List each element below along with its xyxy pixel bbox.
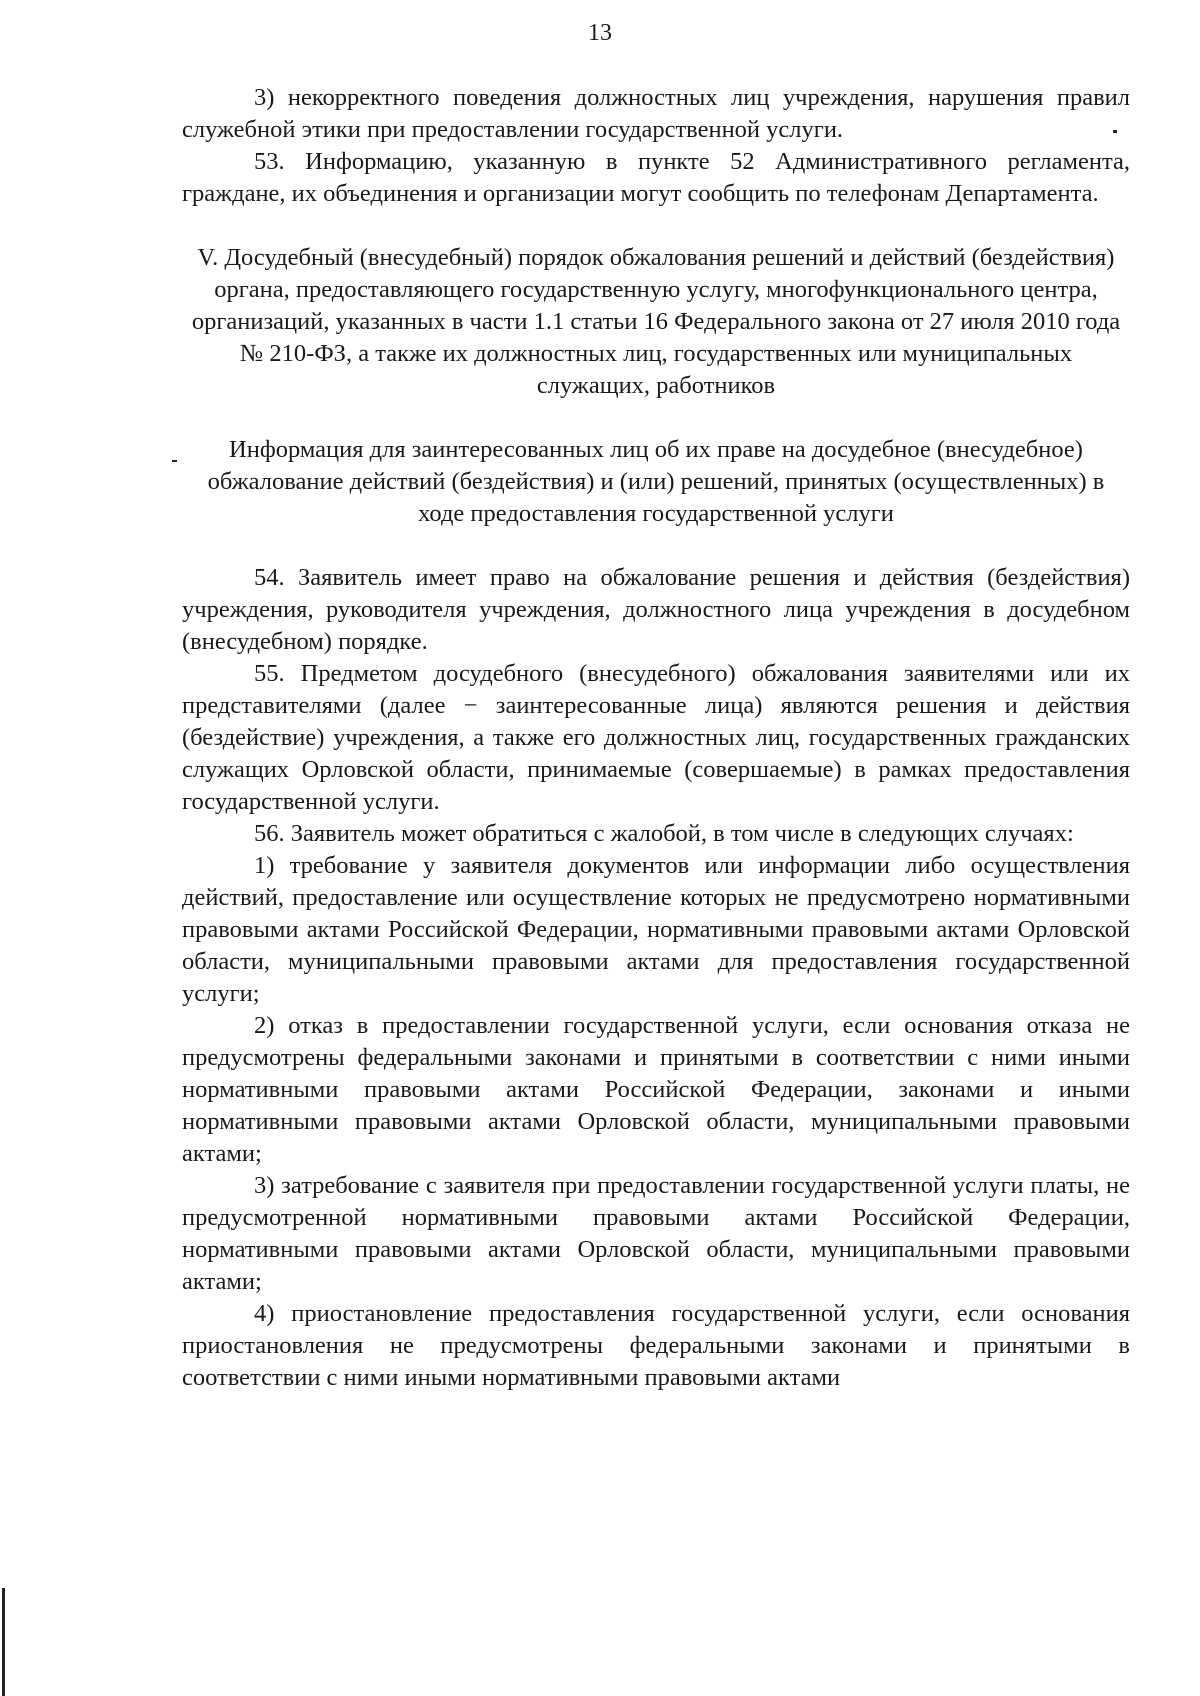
page-number: 13 <box>588 20 612 46</box>
paragraph-item-3-conduct: 3) некорректного поведения должностных лиц учреждения, нарушения правил служебной этики при предоставлении государственной услуги. <box>182 84 1130 143</box>
paragraph-56: 56. Заявитель может обратиться с жалобой, в том числе в следующих случаях: <box>254 820 1074 847</box>
document-body <box>182 82 1130 1394</box>
paragraph-56-item-1: 1) требование у заявителя документов или информации либо осуществления действий, предоставление или осуществление которых не предусмотрено нормативными правовыми актами Российской Федерации, нормативными правовыми актами Орловской области, муниципальными правовыми актами для предоставления государственной услуги; <box>182 852 1130 1007</box>
paragraph-56-item-2: 2) отказ в предоставлении государственной услуги, если основания отказа не предусмотрены федеральными законами и принятыми в соответствии с ними иными нормативными правовыми актами Российской Федерации, законами и иными нормативными правовыми актами Орловской области, муниципальными правовыми актами; <box>182 1012 1130 1167</box>
subheading: Информация для заинтересованных лиц об их праве на досудебное (внесудебное) обжалование действий (бездействия) и (или) решений, принятых (осуществленных) в ходе предоставления государственной услуги <box>207 436 1105 527</box>
section-heading: V. Досудебный (внесудебный) порядок обжалования решений и действий (бездействия) органа, предоставляющего государственную услугу, многофункционального центра, организаций, указанных в части 1.1 статьи 16 Федерального закона от 27 июля 2010 года № 210-ФЗ, а также их должностных лиц, государственных или муниципальных служащих, работников <box>191 244 1121 399</box>
scan-edge-mark <box>2 1588 5 1696</box>
scan-speck <box>1113 130 1117 133</box>
paragraph-55: 55. Предметом досудебного (внесудебного) обжалования заявителями или их представителями (далее − заинтересованные лица) являются решения и действия (бездействие) учреждения, а также его должностных лиц, государственных гражданских служащих Орловской области, принимаемые (совершаемые) в рамках предоставления государственной услуги. <box>182 660 1130 815</box>
paragraph-54: 54. Заявитель имеет право на обжалование решения и действия (бездействия) учреждения, руководителя учреждения, должностного лица учреждения в досудебном (внесудебном) порядке. <box>182 564 1130 655</box>
paragraph-53: 53. Информацию, указанную в пункте 52 Административного регламента, граждане, их объединения и организации могут сообщить по телефонам Департамента. <box>182 148 1130 207</box>
paragraph-56-item-4: 4) приостановление предоставления государственной услуги, если основания приостановления не предусмотрены федеральными законами и принятыми в соответствии с ними иными нормативными правовыми актами <box>182 1300 1130 1391</box>
paragraph-56-item-3: 3) затребование с заявителя при предоставлении государственной услуги платы, не предусмотренной нормативными правовыми актами Российской Федерации, нормативными правовыми актами Орловской области, муниципальными правовыми актами; <box>182 1172 1130 1295</box>
scan-speck <box>172 460 177 462</box>
